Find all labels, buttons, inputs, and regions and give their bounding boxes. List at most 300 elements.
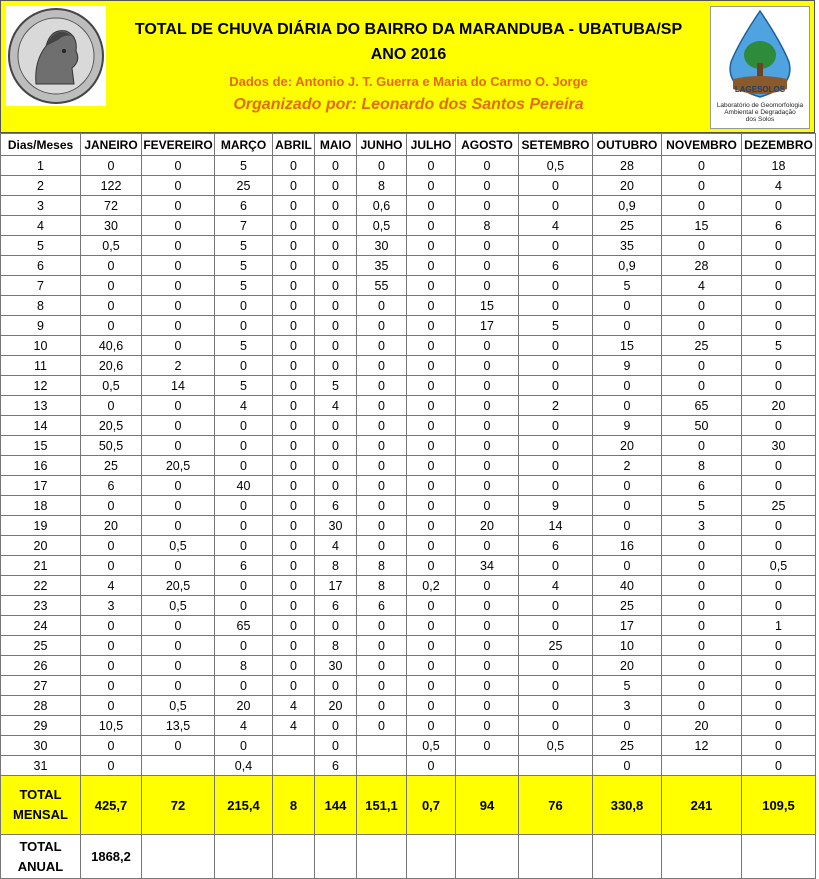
rain-value-cell: 0 bbox=[273, 296, 315, 316]
rain-value-cell: 0 bbox=[407, 316, 456, 336]
header-banner bbox=[0, 0, 815, 133]
rain-value-cell: 30 bbox=[357, 236, 407, 256]
rain-value-cell: 0 bbox=[662, 356, 742, 376]
rain-value-cell: 0 bbox=[456, 276, 519, 296]
table-row bbox=[1, 556, 816, 576]
rain-value-cell: 0 bbox=[142, 196, 215, 216]
rain-value-cell: 0 bbox=[142, 516, 215, 536]
rain-value-cell: 0 bbox=[456, 476, 519, 496]
rainfall-table bbox=[0, 133, 816, 879]
rain-value-cell: 6 bbox=[357, 596, 407, 616]
data-source: Dados de: Antonio J. T. Guerra e Maria do Carmo O. Jorge bbox=[229, 74, 588, 89]
day-cell: 8 bbox=[1, 296, 81, 316]
total-mensal-label: TOTAL MENSAL bbox=[1, 776, 81, 835]
rain-value-cell: 0 bbox=[593, 396, 662, 416]
rain-value-cell: 0 bbox=[742, 716, 816, 736]
rain-value-cell: 5 bbox=[593, 676, 662, 696]
rain-value-cell: 0 bbox=[273, 396, 315, 416]
table-row bbox=[1, 716, 816, 736]
rain-value-cell: 65 bbox=[662, 396, 742, 416]
day-cell: 11 bbox=[1, 356, 81, 376]
table-row bbox=[1, 356, 816, 376]
rain-value-cell: 9 bbox=[519, 496, 593, 516]
rain-value-cell: 0 bbox=[742, 416, 816, 436]
table-row bbox=[1, 676, 816, 696]
rain-value-cell: 0 bbox=[142, 736, 215, 756]
rain-value-cell: 0 bbox=[215, 636, 273, 656]
rain-value-cell: 0 bbox=[519, 236, 593, 256]
rain-value-cell: 0 bbox=[315, 476, 357, 496]
rain-value-cell: 0 bbox=[315, 196, 357, 216]
rain-value-cell: 0 bbox=[273, 436, 315, 456]
rain-value-cell: 4 bbox=[215, 716, 273, 736]
rain-value-cell: 0 bbox=[81, 276, 142, 296]
rain-value-cell: 8 bbox=[315, 556, 357, 576]
rain-value-cell: 0 bbox=[519, 336, 593, 356]
rain-value-cell: 15 bbox=[593, 336, 662, 356]
rain-value-cell: 0,5 bbox=[357, 216, 407, 236]
rain-value-cell: 0 bbox=[456, 356, 519, 376]
rain-value-cell: 6 bbox=[315, 756, 357, 776]
rain-value-cell: 0 bbox=[593, 556, 662, 576]
rain-value-cell: 0 bbox=[593, 516, 662, 536]
rain-value-cell: 0 bbox=[142, 656, 215, 676]
rain-value-cell: 5 bbox=[315, 376, 357, 396]
table-row bbox=[1, 656, 816, 676]
column-header-month: JANEIRO bbox=[81, 134, 142, 156]
day-cell: 29 bbox=[1, 716, 81, 736]
rain-value-cell: 0 bbox=[519, 556, 593, 576]
rain-value-cell: 0 bbox=[456, 256, 519, 276]
column-header-month: ABRIL bbox=[273, 134, 315, 156]
rain-value-cell: 0 bbox=[273, 656, 315, 676]
rain-value-cell: 0 bbox=[519, 276, 593, 296]
rain-value-cell: 0 bbox=[742, 196, 816, 216]
rain-value-cell: 0 bbox=[519, 716, 593, 736]
year-label: ANO 2016 bbox=[370, 46, 447, 63]
rain-value-cell: 0 bbox=[357, 696, 407, 716]
rain-value-cell: 0 bbox=[593, 756, 662, 776]
day-cell: 15 bbox=[1, 436, 81, 456]
rain-value-cell: 0 bbox=[357, 536, 407, 556]
rain-value-cell: 0 bbox=[273, 236, 315, 256]
rain-value-cell: 0 bbox=[273, 416, 315, 436]
rain-value-cell: 25 bbox=[593, 736, 662, 756]
table-row bbox=[1, 296, 816, 316]
rain-value-cell: 40 bbox=[593, 576, 662, 596]
rain-value-cell: 0 bbox=[407, 616, 456, 636]
rain-value-cell: 0 bbox=[81, 736, 142, 756]
rain-value-cell: 0 bbox=[142, 556, 215, 576]
rain-value-cell: 0 bbox=[273, 636, 315, 656]
rain-value-cell: 25 bbox=[662, 336, 742, 356]
rain-value-cell: 0 bbox=[81, 756, 142, 776]
rain-value-cell: 0 bbox=[407, 476, 456, 496]
rain-value-cell: 0 bbox=[315, 176, 357, 196]
rain-value-cell: 25 bbox=[593, 596, 662, 616]
rain-value-cell: 0 bbox=[742, 236, 816, 256]
rain-value-cell: 0,5 bbox=[142, 696, 215, 716]
table-row bbox=[1, 696, 816, 716]
table-row bbox=[1, 576, 816, 596]
rain-value-cell: 5 bbox=[742, 336, 816, 356]
monthly-total-cell: 144 bbox=[315, 776, 357, 835]
table-row bbox=[1, 756, 816, 776]
rain-value-cell: 0 bbox=[742, 476, 816, 496]
rain-value-cell: 2 bbox=[142, 356, 215, 376]
rain-value-cell: 20,5 bbox=[81, 416, 142, 436]
rain-value-cell: 0 bbox=[357, 676, 407, 696]
rain-value-cell: 0 bbox=[357, 476, 407, 496]
empty-cell bbox=[273, 835, 315, 879]
rain-value-cell: 0 bbox=[142, 476, 215, 496]
rain-value-cell: 0 bbox=[142, 296, 215, 316]
rain-value-cell: 2 bbox=[519, 396, 593, 416]
rain-value-cell: 0 bbox=[662, 676, 742, 696]
rain-value-cell: 0 bbox=[407, 256, 456, 276]
rain-value-cell: 6 bbox=[742, 216, 816, 236]
table-row bbox=[1, 636, 816, 656]
rain-value-cell: 18 bbox=[742, 156, 816, 176]
rain-value-cell: 0 bbox=[662, 316, 742, 336]
rain-value-cell: 0,6 bbox=[357, 196, 407, 216]
rain-value-cell: 0 bbox=[81, 556, 142, 576]
day-cell: 21 bbox=[1, 556, 81, 576]
rain-value-cell: 0 bbox=[519, 196, 593, 216]
rain-value-cell: 6 bbox=[215, 556, 273, 576]
table-row bbox=[1, 416, 816, 436]
rain-value-cell: 7 bbox=[215, 216, 273, 236]
rain-value-cell: 14 bbox=[519, 516, 593, 536]
rain-value-cell: 0 bbox=[357, 356, 407, 376]
table-header-row bbox=[1, 134, 816, 156]
rain-value-cell: 0 bbox=[742, 676, 816, 696]
rain-value-cell: 0 bbox=[407, 516, 456, 536]
rain-value-cell: 0 bbox=[81, 316, 142, 336]
rain-value-cell: 20 bbox=[215, 696, 273, 716]
rain-value-cell: 0 bbox=[407, 716, 456, 736]
table-row bbox=[1, 156, 816, 176]
rain-value-cell: 0 bbox=[142, 256, 215, 276]
empty-cell bbox=[742, 835, 816, 879]
empty-cell bbox=[593, 835, 662, 879]
rain-value-cell: 0 bbox=[407, 416, 456, 436]
rain-value-cell: 0 bbox=[742, 296, 816, 316]
rain-value-cell: 25 bbox=[742, 496, 816, 516]
day-cell: 18 bbox=[1, 496, 81, 516]
table-row bbox=[1, 256, 816, 276]
day-cell: 27 bbox=[1, 676, 81, 696]
rain-value-cell: 20 bbox=[593, 656, 662, 676]
rain-value-cell: 0 bbox=[662, 656, 742, 676]
rain-value-cell: 0 bbox=[407, 676, 456, 696]
total-anual-label: TOTAL ANUAL bbox=[1, 835, 81, 879]
table-row bbox=[1, 476, 816, 496]
rain-value-cell: 0 bbox=[742, 256, 816, 276]
rain-value-cell: 0 bbox=[315, 336, 357, 356]
day-cell: 1 bbox=[1, 156, 81, 176]
rain-value-cell: 0 bbox=[456, 636, 519, 656]
rain-value-cell: 0 bbox=[519, 296, 593, 316]
rain-value-cell: 0 bbox=[273, 256, 315, 276]
table-row bbox=[1, 496, 816, 516]
rain-value-cell: 0 bbox=[407, 756, 456, 776]
rain-value-cell: 0 bbox=[273, 536, 315, 556]
day-cell: 16 bbox=[1, 456, 81, 476]
rain-value-cell bbox=[357, 736, 407, 756]
rain-value-cell: 10 bbox=[593, 636, 662, 656]
day-cell: 24 bbox=[1, 616, 81, 636]
day-cell: 9 bbox=[1, 316, 81, 336]
rain-value-cell: 30 bbox=[742, 436, 816, 456]
column-header-month: DEZEMBRO bbox=[742, 134, 816, 156]
empty-cell bbox=[357, 835, 407, 879]
rain-value-cell: 0 bbox=[519, 176, 593, 196]
rain-value-cell: 6 bbox=[215, 196, 273, 216]
table-row bbox=[1, 276, 816, 296]
rain-value-cell: 0 bbox=[215, 676, 273, 696]
rain-value-cell: 0,5 bbox=[519, 156, 593, 176]
rain-value-cell bbox=[662, 756, 742, 776]
column-header-month: FEVEREIRO bbox=[142, 134, 215, 156]
rain-value-cell: 0 bbox=[456, 696, 519, 716]
day-cell: 2 bbox=[1, 176, 81, 196]
rain-value-cell: 0 bbox=[273, 456, 315, 476]
empty-cell bbox=[407, 835, 456, 879]
rain-value-cell: 0 bbox=[456, 336, 519, 356]
rain-value-cell: 0 bbox=[519, 436, 593, 456]
rain-value-cell: 0 bbox=[407, 376, 456, 396]
day-cell: 20 bbox=[1, 536, 81, 556]
rain-value-cell: 0 bbox=[407, 656, 456, 676]
column-header-month: SETEMBRO bbox=[519, 134, 593, 156]
rain-value-cell: 20 bbox=[593, 436, 662, 456]
column-header-month: JUNHO bbox=[357, 134, 407, 156]
day-cell: 26 bbox=[1, 656, 81, 676]
rain-value-cell: 3 bbox=[662, 516, 742, 536]
rain-value-cell: 8 bbox=[357, 556, 407, 576]
rain-value-cell: 0 bbox=[315, 256, 357, 276]
table-row bbox=[1, 536, 816, 556]
rain-value-cell: 4 bbox=[519, 216, 593, 236]
rain-value-cell: 0 bbox=[519, 356, 593, 376]
rain-value-cell: 0 bbox=[742, 316, 816, 336]
table-row bbox=[1, 336, 816, 356]
rain-value-cell: 0 bbox=[742, 596, 816, 616]
rain-value-cell: 0 bbox=[273, 496, 315, 516]
table-row bbox=[1, 236, 816, 256]
rain-value-cell: 5 bbox=[593, 276, 662, 296]
rain-value-cell: 8 bbox=[662, 456, 742, 476]
rain-value-cell: 0 bbox=[273, 376, 315, 396]
rain-value-cell: 0 bbox=[315, 296, 357, 316]
day-cell: 31 bbox=[1, 756, 81, 776]
rain-value-cell: 0 bbox=[81, 256, 142, 276]
empty-cell bbox=[456, 835, 519, 879]
day-cell: 6 bbox=[1, 256, 81, 276]
rain-value-cell: 4 bbox=[273, 716, 315, 736]
rain-value-cell: 0 bbox=[407, 176, 456, 196]
rain-value-cell: 8 bbox=[357, 576, 407, 596]
rain-value-cell: 0 bbox=[315, 736, 357, 756]
total-mensal-row bbox=[1, 776, 816, 835]
rain-value-cell: 6 bbox=[81, 476, 142, 496]
rain-value-cell: 0 bbox=[315, 356, 357, 376]
rain-value-cell: 0 bbox=[662, 616, 742, 636]
empty-cell bbox=[662, 835, 742, 879]
rain-value-cell: 0 bbox=[456, 236, 519, 256]
lagesolos-caption: Laboratório de Geomorfologia Ambiental e Degradação dos Solos bbox=[716, 102, 804, 123]
day-cell: 4 bbox=[1, 216, 81, 236]
rain-value-cell: 0 bbox=[273, 576, 315, 596]
rain-value-cell: 3 bbox=[593, 696, 662, 716]
rain-value-cell: 0 bbox=[742, 276, 816, 296]
rain-value-cell: 0 bbox=[215, 456, 273, 476]
rain-value-cell: 0 bbox=[456, 676, 519, 696]
rain-value-cell: 0 bbox=[456, 716, 519, 736]
empty-cell bbox=[215, 835, 273, 879]
rain-value-cell: 0 bbox=[662, 636, 742, 656]
rain-value-cell: 0 bbox=[357, 316, 407, 336]
rain-value-cell: 0 bbox=[142, 496, 215, 516]
rain-value-cell: 0 bbox=[519, 656, 593, 676]
rain-value-cell: 17 bbox=[315, 576, 357, 596]
rain-value-cell: 0 bbox=[456, 656, 519, 676]
rain-value-cell: 0 bbox=[81, 636, 142, 656]
rain-value-cell: 20 bbox=[593, 176, 662, 196]
rain-value-cell: 5 bbox=[215, 276, 273, 296]
rain-value-cell: 0,5 bbox=[81, 376, 142, 396]
rain-value-cell: 0 bbox=[357, 336, 407, 356]
rain-value-cell: 30 bbox=[315, 656, 357, 676]
rain-value-cell: 0 bbox=[456, 196, 519, 216]
rain-value-cell: 0 bbox=[519, 676, 593, 696]
university-seal-logo bbox=[6, 6, 106, 106]
rain-value-cell: 0 bbox=[407, 596, 456, 616]
day-cell: 10 bbox=[1, 336, 81, 356]
rain-value-cell: 0 bbox=[357, 636, 407, 656]
rain-value-cell: 0 bbox=[742, 756, 816, 776]
rain-value-cell: 0 bbox=[742, 516, 816, 536]
rain-value-cell: 0 bbox=[273, 356, 315, 376]
rain-value-cell: 0 bbox=[742, 736, 816, 756]
rain-value-cell: 20 bbox=[662, 716, 742, 736]
rain-value-cell: 0 bbox=[662, 156, 742, 176]
rain-value-cell: 0 bbox=[662, 696, 742, 716]
rain-value-cell: 5 bbox=[215, 376, 273, 396]
rain-value-cell: 50,5 bbox=[81, 436, 142, 456]
rain-value-cell: 0 bbox=[142, 636, 215, 656]
rain-value-cell: 0 bbox=[456, 596, 519, 616]
rain-value-cell: 17 bbox=[593, 616, 662, 636]
rain-value-cell: 6 bbox=[662, 476, 742, 496]
rain-value-cell: 0 bbox=[456, 536, 519, 556]
rain-value-cell: 0 bbox=[315, 156, 357, 176]
rain-value-cell: 20 bbox=[742, 396, 816, 416]
rain-value-cell: 20 bbox=[81, 516, 142, 536]
rain-value-cell: 0 bbox=[742, 696, 816, 716]
day-cell: 17 bbox=[1, 476, 81, 496]
rain-value-cell: 0,9 bbox=[593, 196, 662, 216]
column-header-month: JULHO bbox=[407, 134, 456, 156]
table-row bbox=[1, 456, 816, 476]
rain-value-cell: 0 bbox=[456, 456, 519, 476]
rain-value-cell: 0 bbox=[407, 276, 456, 296]
rain-value-cell: 0 bbox=[357, 156, 407, 176]
table-row bbox=[1, 436, 816, 456]
rain-value-cell: 0 bbox=[407, 496, 456, 516]
rain-value-cell: 8 bbox=[357, 176, 407, 196]
rain-value-cell: 55 bbox=[357, 276, 407, 296]
rain-value-cell: 0 bbox=[273, 216, 315, 236]
rain-value-cell bbox=[456, 756, 519, 776]
table-row bbox=[1, 176, 816, 196]
rain-value-cell: 0 bbox=[81, 156, 142, 176]
rain-value-cell: 0 bbox=[357, 296, 407, 316]
rain-value-cell: 0 bbox=[273, 476, 315, 496]
rain-value-cell: 0 bbox=[142, 676, 215, 696]
annual-total-value: 1868,2 bbox=[81, 835, 142, 879]
rain-value-cell: 20 bbox=[456, 516, 519, 536]
rain-value-cell: 0 bbox=[407, 216, 456, 236]
rain-value-cell: 0 bbox=[742, 376, 816, 396]
rain-value-cell: 6 bbox=[519, 256, 593, 276]
rain-value-cell: 0 bbox=[407, 456, 456, 476]
rain-value-cell: 30 bbox=[315, 516, 357, 536]
rain-value-cell: 0 bbox=[215, 736, 273, 756]
monthly-total-cell: 94 bbox=[456, 776, 519, 835]
rain-value-cell: 0 bbox=[407, 236, 456, 256]
rain-value-cell: 0 bbox=[81, 296, 142, 316]
monthly-total-cell: 72 bbox=[142, 776, 215, 835]
monthly-total-cell: 0,7 bbox=[407, 776, 456, 835]
rain-value-cell: 0 bbox=[357, 396, 407, 416]
rain-value-cell: 0 bbox=[456, 176, 519, 196]
table-row bbox=[1, 736, 816, 756]
rain-value-cell: 0,4 bbox=[215, 756, 273, 776]
rain-value-cell: 0 bbox=[662, 196, 742, 216]
rain-value-cell: 28 bbox=[593, 156, 662, 176]
rain-value-cell: 0 bbox=[273, 336, 315, 356]
rain-value-cell: 0,5 bbox=[742, 556, 816, 576]
empty-cell bbox=[142, 835, 215, 879]
rain-value-cell: 0 bbox=[407, 536, 456, 556]
rain-value-cell: 0,5 bbox=[81, 236, 142, 256]
rain-value-cell: 0 bbox=[456, 156, 519, 176]
day-cell: 28 bbox=[1, 696, 81, 716]
rain-value-cell: 40,6 bbox=[81, 336, 142, 356]
rain-value-cell: 50 bbox=[662, 416, 742, 436]
rain-value-cell: 0 bbox=[407, 696, 456, 716]
table-row bbox=[1, 216, 816, 236]
rain-value-cell: 0,5 bbox=[407, 736, 456, 756]
rain-value-cell: 0 bbox=[593, 296, 662, 316]
column-header-month: OUTUBRO bbox=[593, 134, 662, 156]
rain-value-cell: 4 bbox=[315, 396, 357, 416]
empty-cell bbox=[519, 835, 593, 879]
rain-value-cell: 0 bbox=[273, 596, 315, 616]
table-body bbox=[1, 156, 816, 879]
empty-cell bbox=[315, 835, 357, 879]
rain-value-cell: 5 bbox=[662, 496, 742, 516]
day-cell: 7 bbox=[1, 276, 81, 296]
rain-value-cell: 0 bbox=[407, 156, 456, 176]
rain-value-cell: 0 bbox=[519, 376, 593, 396]
rain-value-cell: 5 bbox=[215, 156, 273, 176]
rain-value-cell: 0,9 bbox=[593, 256, 662, 276]
rain-value-cell: 5 bbox=[215, 236, 273, 256]
rain-value-cell: 0 bbox=[81, 396, 142, 416]
